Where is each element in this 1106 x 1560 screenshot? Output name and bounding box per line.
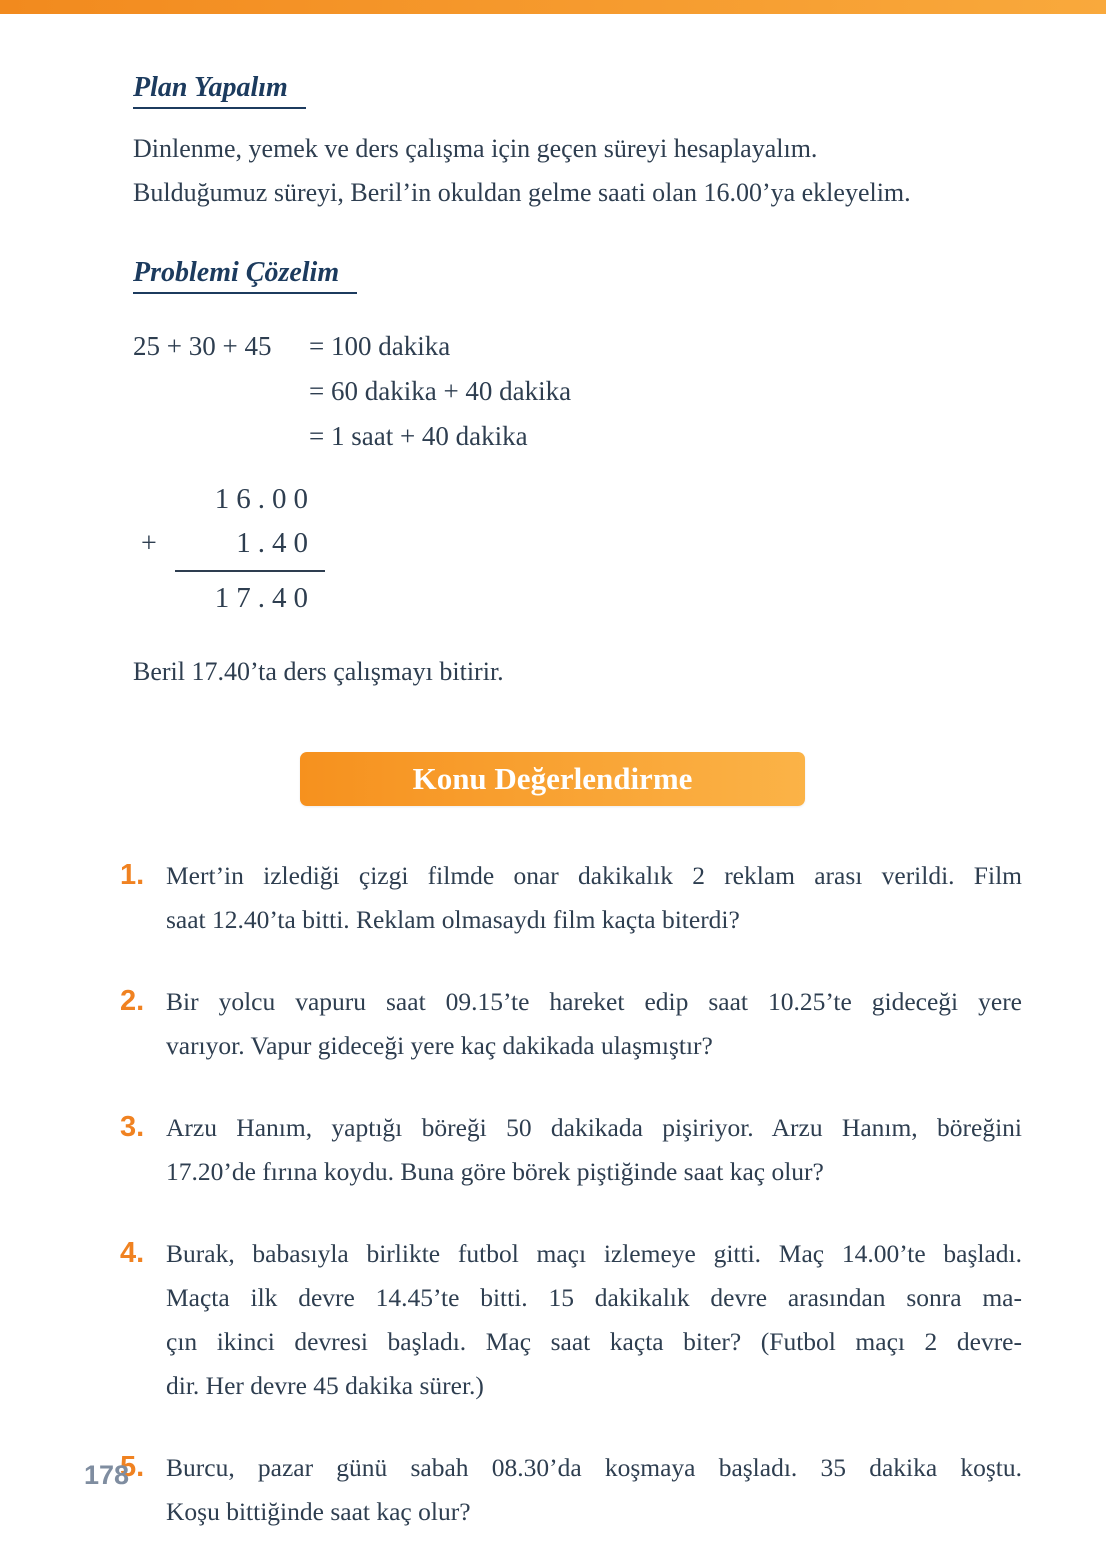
addition-result-row xyxy=(141,576,1022,620)
question-line: Burcu, pazar günü sabah 08.30’da koşmaya başladı. 35 dakika koştu. xyxy=(166,1453,1022,1482)
addition-result-number: 17.40 xyxy=(214,582,315,614)
top-accent-bar xyxy=(0,0,1106,14)
question-item-5 xyxy=(120,1446,1022,1534)
question-line: saat 12.40’ta bitti. Reklam olmasaydı film kaçta biterdi? xyxy=(166,905,740,934)
conclusion-sentence: Beril 17.40’ta ders çalışmayı bitirir. xyxy=(133,657,504,686)
question-number: 2. xyxy=(120,985,145,1017)
equation-row-3 xyxy=(133,414,1022,459)
question-text xyxy=(166,1232,1022,1408)
plan-heading: Plan Yapalım xyxy=(133,72,306,109)
question-line: Maçta ilk devre 14.45’te bitti. 15 dakikalık devre arasından sonra ma- xyxy=(166,1283,1022,1312)
question-line: Bir yolcu vapuru saat 09.15’te hareket edip saat 10.25’te gideceği yere xyxy=(166,987,1022,1016)
question-item-1 xyxy=(120,854,1022,942)
addition-rule-line xyxy=(175,570,325,572)
plan-line-2: Bulduğumuz süreyi, Beril’in okuldan gelme saati olan 16.00’ya ekleyelim. xyxy=(133,178,911,207)
column-addition xyxy=(141,477,1022,620)
equation-left-spacer xyxy=(133,369,309,414)
question-line: çın ikinci devresi başladı. Maç saat kaçta biter? (Futbol maçı 2 devre- xyxy=(166,1327,1022,1356)
question-text xyxy=(166,1106,1022,1194)
plan-line-1: Dinlenme, yemek ve ders çalışma için geçen süreyi hesaplayalım. xyxy=(133,134,818,163)
banner-title: Konu Değerlendirme xyxy=(412,761,693,796)
addition-addend-number: 1.40 xyxy=(236,527,315,559)
addition-addend-row xyxy=(141,521,1022,566)
equation-left-side: 25 + 30 + 45 xyxy=(133,331,272,361)
question-number: 3. xyxy=(120,1111,145,1143)
plan-section xyxy=(133,72,1022,215)
solve-heading: Problemi Çözelim xyxy=(133,257,357,294)
page-number: 178 xyxy=(84,1460,130,1490)
equation-step-3: = 1 saat + 40 dakika xyxy=(309,421,528,451)
question-text xyxy=(166,854,1022,942)
question-item-4 xyxy=(120,1232,1022,1408)
question-number: 5. xyxy=(120,1451,145,1483)
question-text xyxy=(166,1446,1022,1534)
textbook-page xyxy=(0,14,1106,1534)
topic-assessment-banner xyxy=(300,752,805,806)
question-line: dir. Her devre 45 dakika sürer.) xyxy=(166,1371,484,1400)
equation-row-2 xyxy=(133,369,1022,414)
equation-step-1: = 100 dakika xyxy=(309,331,451,361)
equation-left-spacer xyxy=(133,414,309,459)
question-line: Koşu bittiğinde saat kaç olur? xyxy=(166,1497,471,1526)
question-number: 4. xyxy=(120,1237,145,1269)
question-number: 1. xyxy=(120,859,145,891)
addition-top-row xyxy=(141,477,1022,521)
question-line: Arzu Hanım, yaptığı böreği 50 dakikada pişiriyor. Arzu Hanım, böreğini xyxy=(166,1113,1022,1142)
question-line: Burak, babasıyla birlikte futbol maçı izlemeye gitti. Maç 14.00’te başladı. xyxy=(166,1239,1022,1268)
question-line: 17.20’de fırına koydu. Buna göre börek piştiğinde saat kaç olur? xyxy=(166,1157,824,1186)
equation-step-2: = 60 dakika + 40 dakika xyxy=(309,376,572,406)
question-list xyxy=(120,854,1022,1534)
question-item-3 xyxy=(120,1106,1022,1194)
question-text xyxy=(166,980,1022,1068)
addition-top-number: 16.00 xyxy=(214,483,315,515)
question-line: varıyor. Vapur gideceği yere kaç dakikada ulaşmıştır? xyxy=(166,1031,713,1060)
question-line: Mert’in izlediği çizgi filmde onar dakikalık 2 reklam arası verildi. Film xyxy=(166,861,1022,890)
equation-block xyxy=(133,324,1022,459)
equation-row-1 xyxy=(133,324,1022,369)
question-item-2 xyxy=(120,980,1022,1068)
plus-sign: + xyxy=(141,528,157,559)
solution-section xyxy=(133,257,1022,694)
